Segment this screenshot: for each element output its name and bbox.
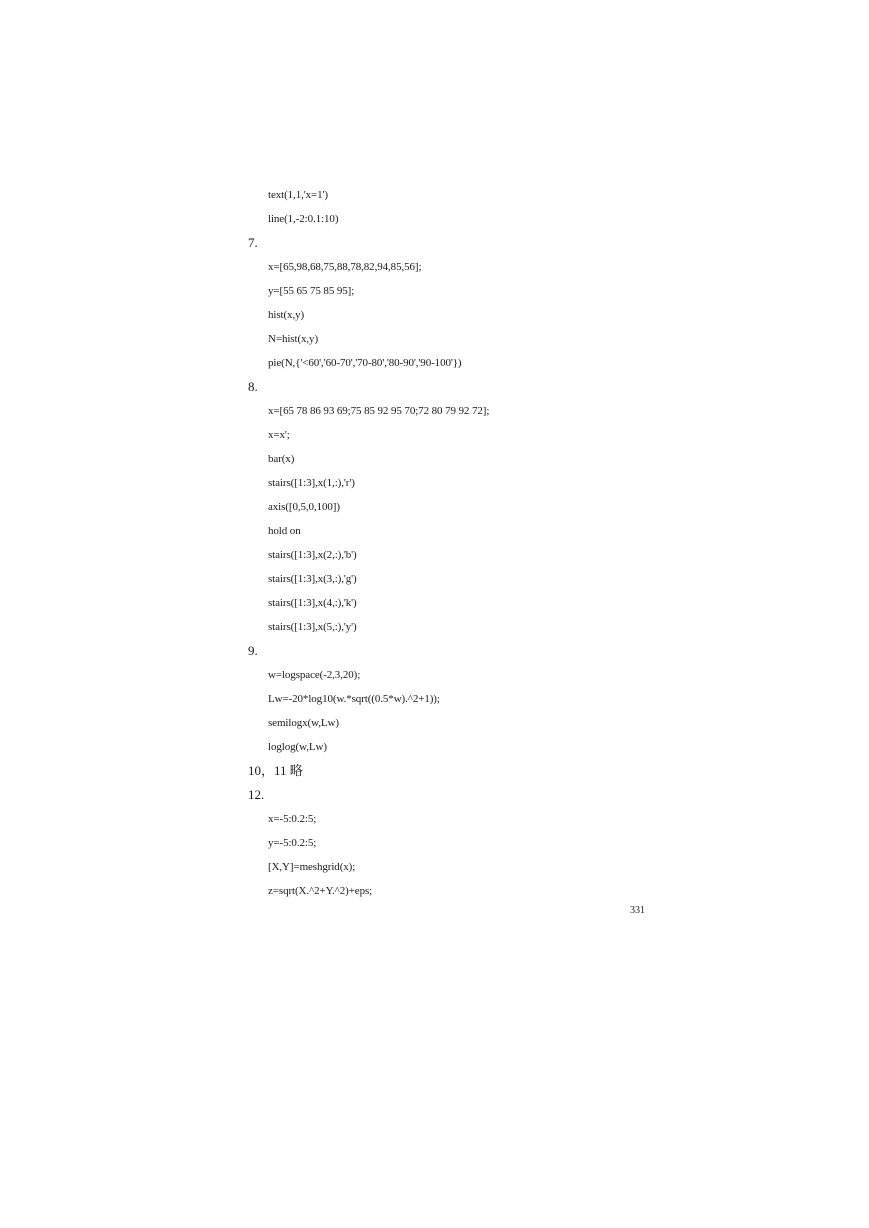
page-content bbox=[248, 183, 668, 903]
code-line: loglog(w,Lw) bbox=[268, 741, 327, 753]
code-line: hist(x,y) bbox=[268, 309, 305, 321]
section-number: 9. bbox=[248, 643, 258, 658]
code-line: x=x'; bbox=[268, 429, 290, 441]
code-line: hold on bbox=[268, 525, 301, 537]
code-line: x=[65,98,68,75,88,78,82,94,85,56]; bbox=[268, 261, 422, 273]
code-line: stairs([1:3],x(4,:),'k') bbox=[268, 597, 357, 609]
code-line: w=logspace(-2,3,20); bbox=[268, 669, 361, 681]
section-number: 12. bbox=[248, 787, 265, 802]
section-number: 8. bbox=[248, 379, 258, 394]
code-line: y=-5:0.2:5; bbox=[268, 837, 317, 849]
code-line: N=hist(x,y) bbox=[268, 333, 319, 345]
code-line: x=[65 78 86 93 69;75 85 92 95 70;72 80 79 92 72]; bbox=[268, 405, 490, 417]
code-line: stairs([1:3],x(1,:),'r') bbox=[268, 477, 355, 489]
code-line: pie(N,{'<60','60-70','70-80','80-90','90-100'}) bbox=[268, 357, 462, 369]
section-number: 7. bbox=[248, 235, 258, 250]
code-line: bar(x) bbox=[268, 453, 295, 465]
code-line: stairs([1:3],x(5,:),'y') bbox=[268, 621, 357, 633]
code-line: stairs([1:3],x(2,:),'b') bbox=[268, 549, 357, 561]
code-line: y=[55 65 75 85 95]; bbox=[268, 285, 355, 297]
code-line: Lw=-20*log10(w.*sqrt((0.5*w).^2+1)); bbox=[268, 693, 440, 705]
code-line: text(1,1,'x=1') bbox=[268, 189, 328, 201]
code-line: [X,Y]=meshgrid(x); bbox=[268, 861, 356, 873]
code-line: stairs([1:3],x(3,:),'g') bbox=[268, 573, 357, 585]
code-line: x=-5:0.2:5; bbox=[268, 813, 317, 825]
code-line: axis([0,5,0,100]) bbox=[268, 501, 340, 513]
code-line: line(1,-2:0.1:10) bbox=[268, 213, 339, 225]
page-number: 331 bbox=[630, 905, 645, 916]
section-number: 10，11 略 bbox=[248, 763, 303, 778]
code-line: semilogx(w,Lw) bbox=[268, 717, 339, 729]
code-line: z=sqrt(X.^2+Y.^2)+eps; bbox=[268, 885, 373, 897]
